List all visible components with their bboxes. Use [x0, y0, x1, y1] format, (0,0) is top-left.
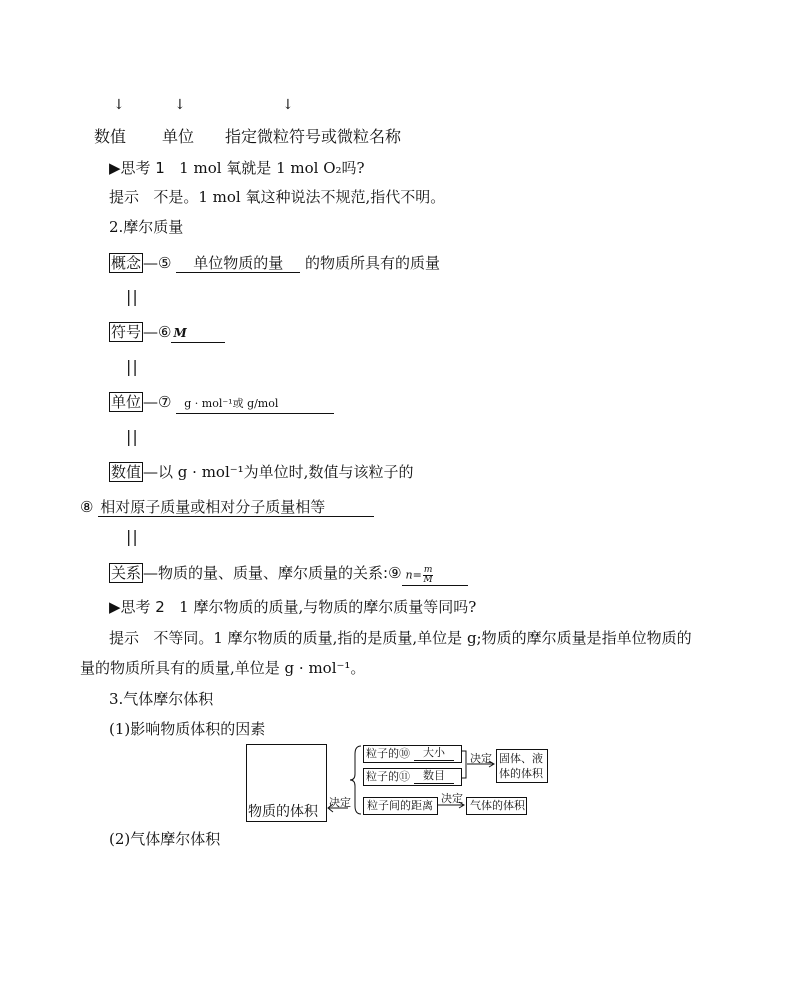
result-gas-box — [466, 797, 527, 815]
concept-rest: 的物质所具有的质量 — [305, 254, 441, 272]
think2-hint-label: 提示 — [109, 629, 140, 647]
bars-3: || — [126, 427, 139, 446]
value-fill: 相对原子质量或相对分子质量相等 — [98, 498, 374, 517]
result-solid-liquid-label: 固体、液体的体积 — [499, 752, 543, 780]
unit-row: 单位 —⑦ g · mol⁻¹或 g/mol — [109, 392, 334, 414]
formula-den: M — [423, 574, 433, 585]
think2-marker: ▶思考 2 — [109, 598, 165, 616]
relation-text: 物质的量、质量、摩尔质量的关系:⑨ — [158, 564, 402, 582]
down-arrow-2: ↓ — [174, 97, 186, 113]
unit-label: 单位 — [111, 393, 142, 411]
result-gas-label: 气体的体积 — [470, 799, 525, 812]
value-row: 数值 —以 g · mol⁻¹为单位时,数值与该粒子的 — [111, 463, 414, 481]
concept-label: 概念 — [111, 254, 142, 272]
arrow-right-icon — [466, 759, 496, 769]
brace-icon — [349, 744, 363, 816]
bars-4: || — [126, 527, 139, 546]
think1-marker: ▶思考 1 — [109, 159, 165, 177]
value-num: ⑧ — [80, 498, 94, 516]
factor-number-prefix: 粒子的⑪ — [366, 770, 410, 783]
think1-text: 1 mol 氧就是 1 mol O₂吗? — [179, 159, 365, 177]
arrow-left-icon — [326, 800, 350, 814]
unit-num: ⑦ — [158, 393, 172, 411]
relation-row: 关系 —物质的量、质量、摩尔质量的关系:⑨ n= $\frac{m}{M}$ — [109, 563, 468, 586]
section2-title: 2.摩尔质量 — [109, 218, 184, 236]
factor-number-fill: 数目 — [414, 769, 454, 784]
label-particle: 指定微粒符号或微粒名称 — [225, 127, 402, 146]
label-value: 数值 — [94, 127, 127, 146]
factor-size-prefix: 粒子的⑩ — [366, 747, 410, 760]
think1-hint — [109, 187, 445, 207]
relation-formula — [402, 566, 468, 586]
relation-label: 关系 — [111, 564, 142, 582]
think1-hint-text: 不是。1 mol 氧这种说法不规范,指代不明。 — [153, 188, 446, 206]
value-text: 以 g · mol⁻¹为单位时,数值与该粒子的 — [158, 463, 414, 481]
value-label: 数值 — [111, 463, 142, 481]
arrow-right-icon-2 — [436, 800, 466, 810]
formula-num: m — [423, 564, 433, 575]
concept-num: ⑤ — [158, 254, 172, 272]
formula-lhs: n= — [405, 568, 422, 581]
think1-hint-label: 提示 — [109, 188, 140, 206]
main-volume-label: 物质的体积 — [248, 804, 318, 820]
factor-number-box — [363, 768, 462, 786]
section3-sub1: (1)影响物质体积的因素 — [109, 720, 266, 738]
factor-distance-label: 粒子间的距离 — [367, 799, 433, 812]
think2-hint-line1 — [109, 628, 692, 648]
label-unit: 单位 — [162, 127, 195, 146]
think2-text: 1 摩尔物质的质量,与物质的摩尔质量等同吗? — [179, 598, 477, 616]
section3-title: 3.气体摩尔体积 — [109, 690, 214, 708]
concept-fill: 单位物质的量 — [176, 254, 300, 273]
symbol-row: 符号 —⑥ M — [109, 322, 225, 343]
result-solid-liquid-box — [496, 749, 548, 783]
section3-sub2: (2)气体摩尔体积 — [109, 830, 221, 848]
main-volume-box — [246, 744, 327, 822]
concept-row: 概念 —⑤ 单位物质的量 的物质所具有的质量 — [111, 254, 441, 272]
think2-hint-line2: 量的物质所具有的质量,单位是 g · mol⁻¹。 — [80, 659, 366, 677]
down-arrow-3: ↓ — [282, 97, 294, 113]
think2-hint-text1: 不等同。1 摩尔物质的质量,指的是质量,单位是 g;物质的摩尔质量是指单位物质的 — [153, 629, 692, 647]
symbol-num: ⑥ — [158, 323, 172, 341]
think2-question — [109, 597, 476, 617]
bars-2: || — [126, 357, 139, 376]
unit-fill: g · mol⁻¹或 g/mol — [176, 395, 334, 414]
decide-label-main: 决定 — [329, 796, 351, 809]
decide-label-1: 决定 — [470, 752, 492, 765]
symbol-fill: M — [171, 324, 225, 343]
bars-1: || — [126, 287, 139, 306]
factor-size-box — [363, 745, 462, 763]
factor-distance-box — [363, 797, 438, 815]
symbol-label: 符号 — [111, 323, 142, 341]
down-arrow-1: ↓ — [113, 97, 125, 113]
decide-label-2: 决定 — [441, 792, 463, 805]
think1-question — [109, 158, 365, 178]
factor-size-fill: 大小 — [414, 746, 454, 761]
value-fill-row — [80, 497, 374, 517]
